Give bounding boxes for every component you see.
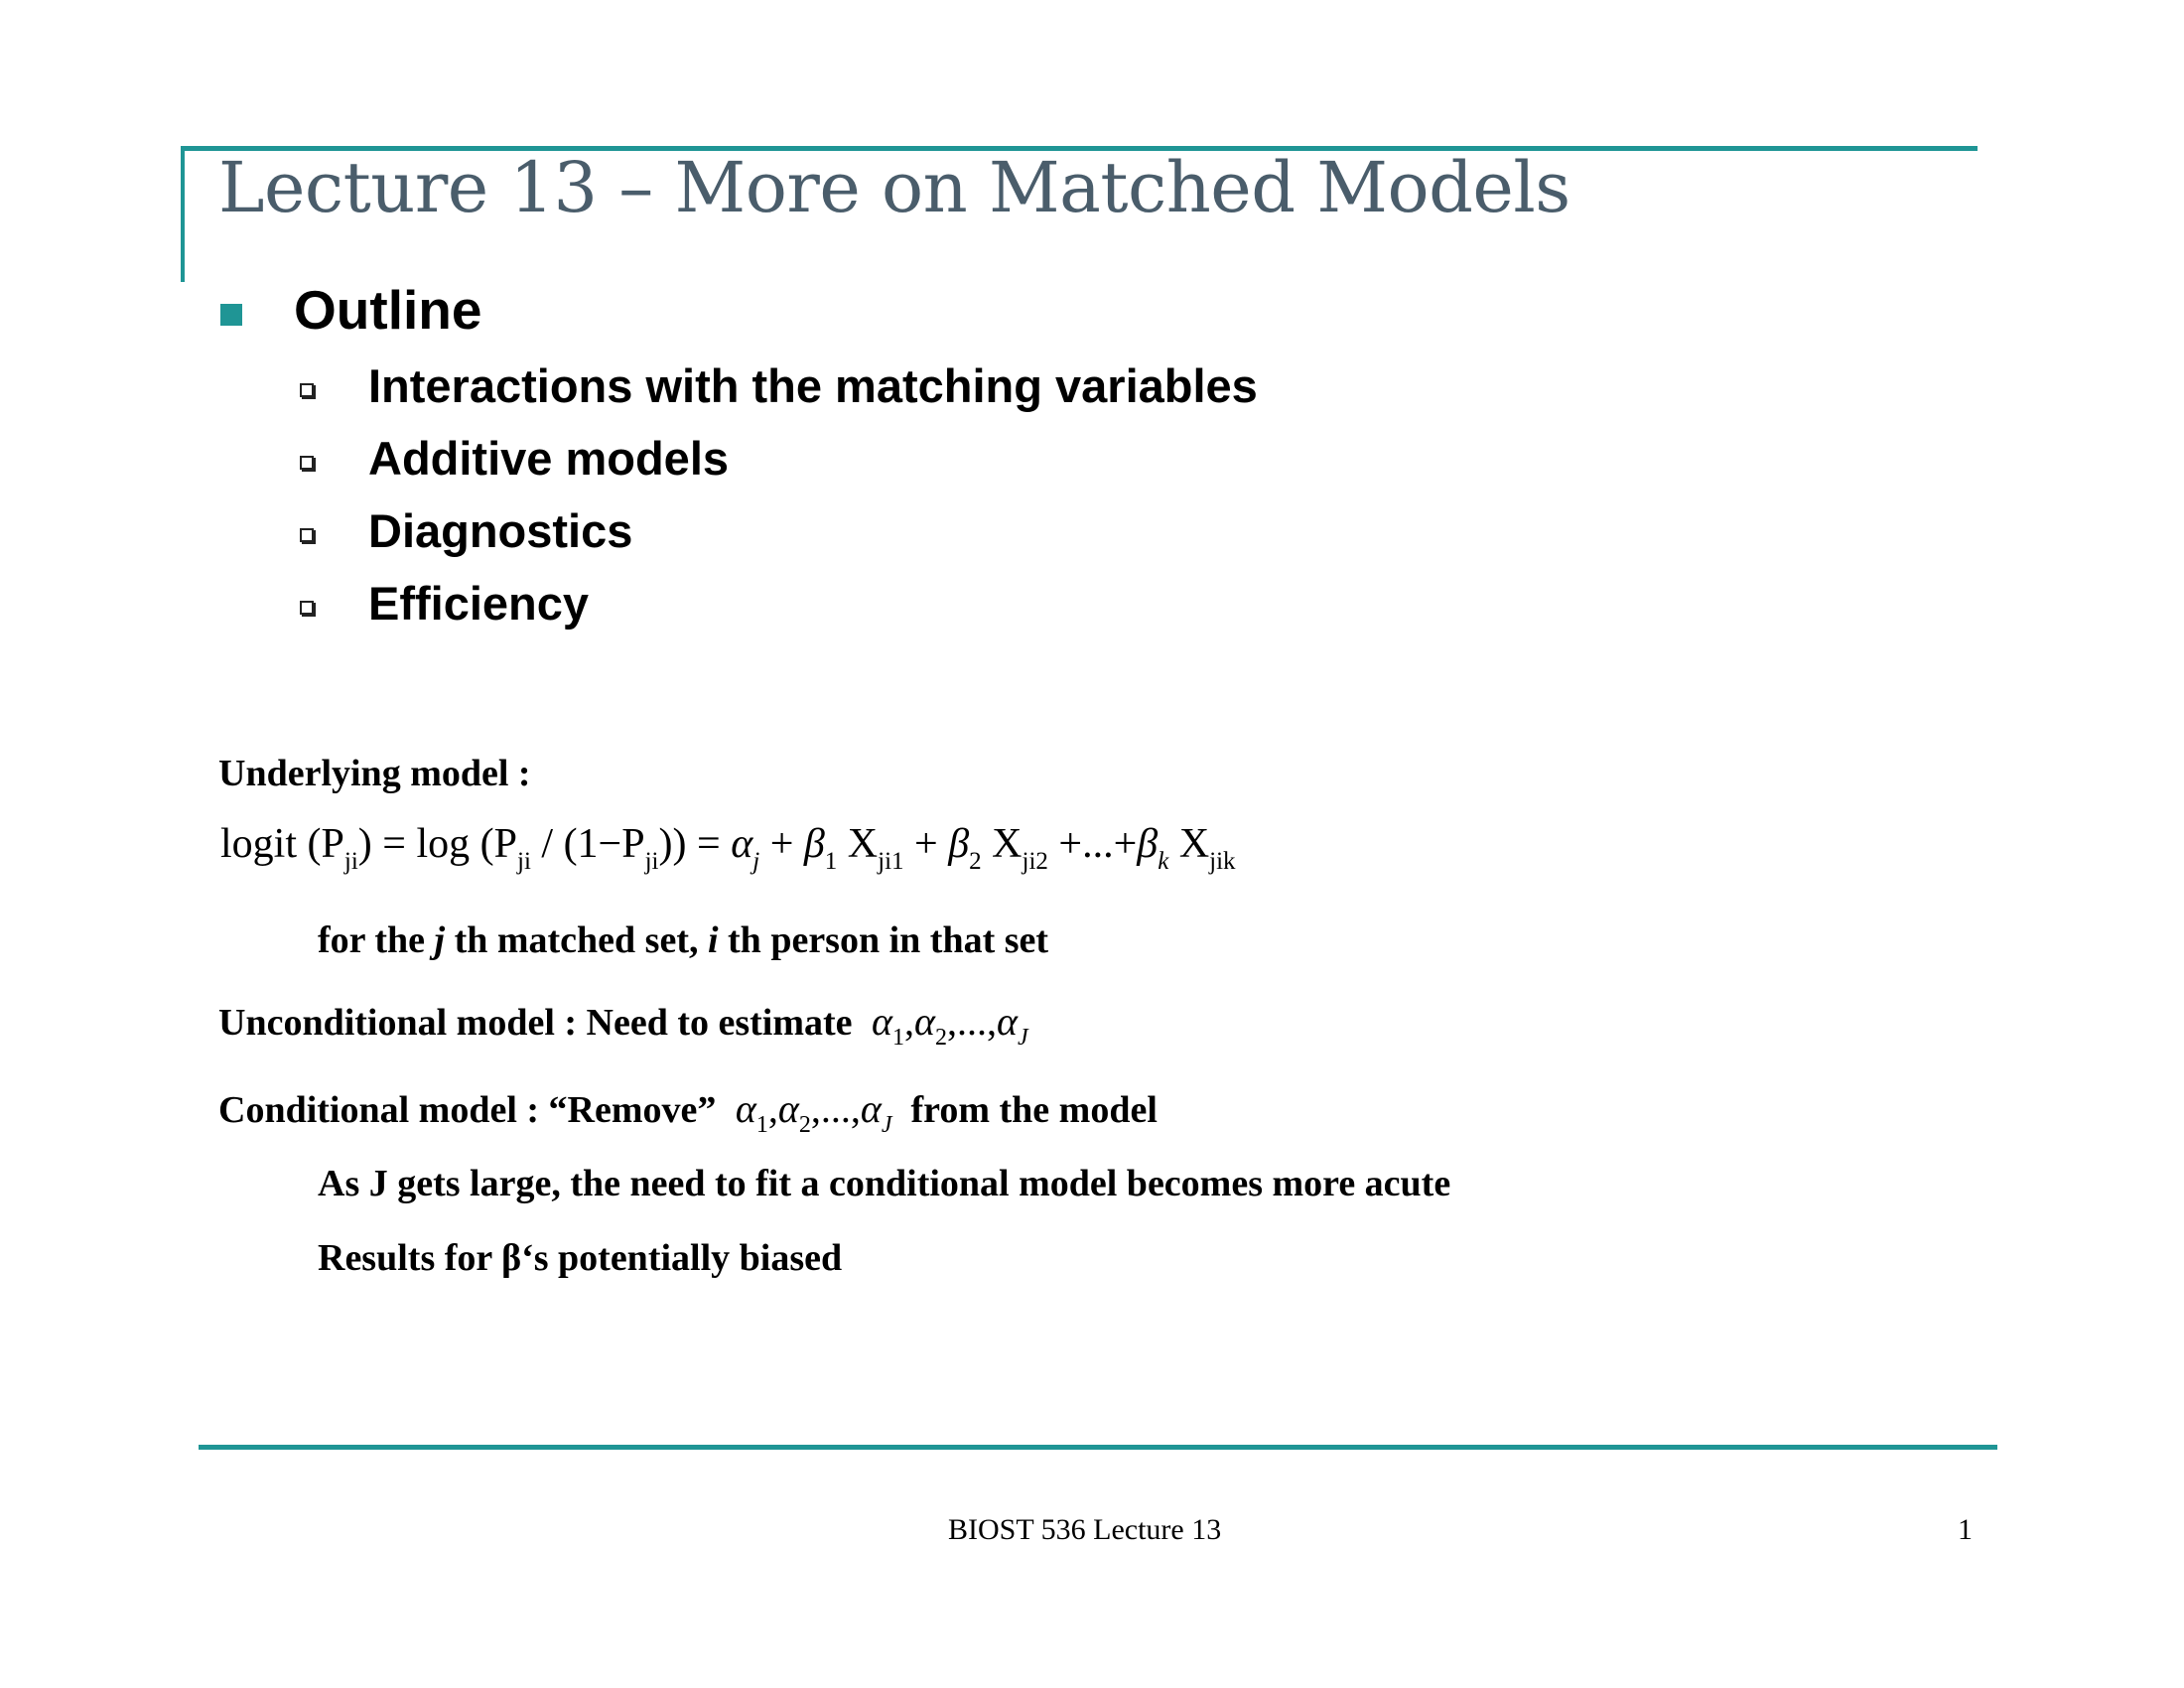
page-number: 1	[1958, 1513, 1973, 1546]
title-frame-left	[181, 146, 185, 282]
square-bullet-icon	[220, 304, 242, 326]
outline-item: Diagnostics	[368, 504, 633, 557]
outline-item: Efficiency	[368, 577, 590, 630]
large-j-note: As J gets large, the need to fit a conditional model becomes more acute	[318, 1163, 1451, 1204]
alpha-sequence: $\alpha_1,\alpha_2,...,\alpha_J$	[872, 999, 1028, 1051]
outline-label: Outline	[294, 279, 482, 341]
checkbox-bullet-icon	[300, 601, 314, 615]
alpha-sequence: $\alpha_1,\alpha_2,...,\alpha_J$	[735, 1086, 892, 1138]
matched-set-description: for the j th matched set, i th person in that set	[318, 919, 1049, 961]
footer-course: BIOST 536 Lecture 13	[948, 1513, 1222, 1546]
checkbox-bullet-icon	[300, 383, 314, 397]
bias-note: Results for β‘s potentially biased	[318, 1237, 843, 1279]
underlying-model-label: Underlying model :	[218, 753, 531, 794]
logit-equation: logit $(P_{ji}) = \log (P_{ji} / (1-P_{ji})) = \alpha_j + \beta_1$ $X_{ji1} + \beta_2$ $X_{ji2} +...+\beta_k$ $X_{jik}$	[220, 821, 1236, 875]
checkbox-bullet-icon	[300, 528, 314, 542]
outline-item: Interactions with the matching variables	[368, 359, 1258, 412]
footer-divider	[199, 1445, 1997, 1450]
checkbox-bullet-icon	[300, 456, 314, 470]
slide-title: Lecture 13 – More on Matched Models	[218, 147, 1570, 228]
conditional-model-line: Conditional model : “Remove” $\alpha_1,\alpha_2,...,\alpha_J$ from the model	[218, 1086, 1158, 1138]
outline-item: Additive models	[368, 432, 730, 485]
unconditional-model-line: Unconditional model : Need to estimate $\alpha_1,\alpha_2,...,\alpha_J$	[218, 999, 1028, 1051]
